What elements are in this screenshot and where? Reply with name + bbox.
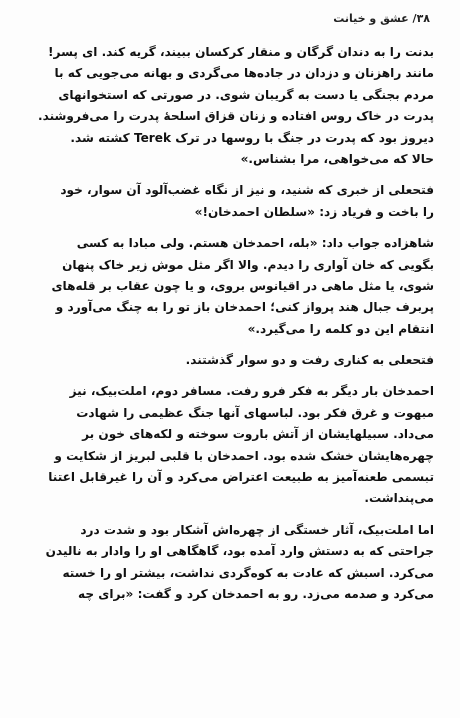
text-line: مردم بجنگی یا دست به گریبان شوی. در صورتی که استخوانهای (58, 87, 434, 102)
page-number: ۳۸ (416, 12, 430, 25)
running-head (333, 12, 430, 25)
text-line: می‌داد. سبیلهایشان از آتش باروت سوخته و لکه‌های خون بر (82, 427, 434, 442)
text-line: پربرف جبال هند پرواز کنی؛ احمدخان باز تو را به چنگ می‌آورد و (55, 300, 434, 315)
text-line: اما املت‌بیک، آثار خستگی از چهره‌اش آشکار بود و شدت درد (80, 522, 434, 537)
text-line: مبهوت و غرق فکر بود. لباسهای آنها جنگ عظیمی را شهادت (76, 405, 434, 420)
text-line: بدنت را به دندان گرگان و منقار کرکسان ببیند، گریه کند. ای پسر! (48, 45, 434, 59)
text-line: جراحتی که به دستش وارد آمده بود، گاهگاهی او را وادار به نالیدن (45, 544, 434, 559)
book-title: عشق و خیانت (333, 12, 409, 25)
header-separator: / (408, 12, 417, 25)
paragraph-gap (22, 170, 434, 180)
paragraph-gap (22, 371, 434, 381)
text-line: فتحعلی از خبری که شنید، و نیز از نگاه غضب‌آلود آن سوار، خود (60, 183, 434, 198)
text-line: را باخت و فریاد زد: «سلطان احمدخان!» (194, 204, 434, 219)
text-line: تبسمی طعنه‌آمیز به طبیعت اعتراض می‌کرد و آن را غیرقابل اعتنا (48, 470, 434, 485)
paragraph-gap (22, 223, 434, 233)
text-line: احمدخان بار دیگر به فکر فرو رفت. مسافر دوم، املت‌بیک، نیز (69, 384, 434, 399)
text-line: می‌پنداشت. (364, 491, 434, 506)
text-line: پدرت در خاک روس افتاده و زنان قزاق اسلحهٔ پدرت را می‌فروشند. (38, 109, 434, 124)
body-text (22, 42, 434, 605)
text-line: شوی، یا مثل ماهی در اقیانوس بروی، و یا چون عقاب بر قله‌های (51, 278, 434, 293)
paragraph-gap (22, 340, 434, 350)
text-line: دیروز بود که پدرت در جنگ با روسها در ترک Terek کشته شد. (70, 130, 434, 145)
text-line: انتقام این دو کلمه را می‌گیرد.» (247, 321, 434, 336)
text-line: شاهزاده جواب داد: «بله، احمدخان هستم. ولی مبادا به کسی (76, 236, 434, 251)
paragraph-gap (22, 510, 434, 520)
text-line: می‌کرد و صدمه می‌زد. رو به احمدخان کرد و گفت: «برای چه (78, 586, 434, 601)
text-line: حالا که می‌خواهی، مرا بشناس.» (240, 151, 434, 166)
text-line: چهره‌هایشان خشک شده بود. احمدخان با قلبی لبریز از شکایت و (54, 448, 434, 463)
text-line: می‌کرد. اسبش که عادت به کوه‌گردی نداشت، بیشتر او را خسته (62, 565, 434, 580)
text-line: فتحعلی به کناری رفت و دو سوار گذشتند. (185, 353, 434, 368)
text-line: بگویی که خان آواری را دیدم. والا اگر مثل موش زیر خاک پنهان (62, 257, 434, 272)
text-line: مانند راهزنان و دزدان در جاده‌ها می‌گردی و بهانه می‌جویی که با (54, 66, 434, 81)
